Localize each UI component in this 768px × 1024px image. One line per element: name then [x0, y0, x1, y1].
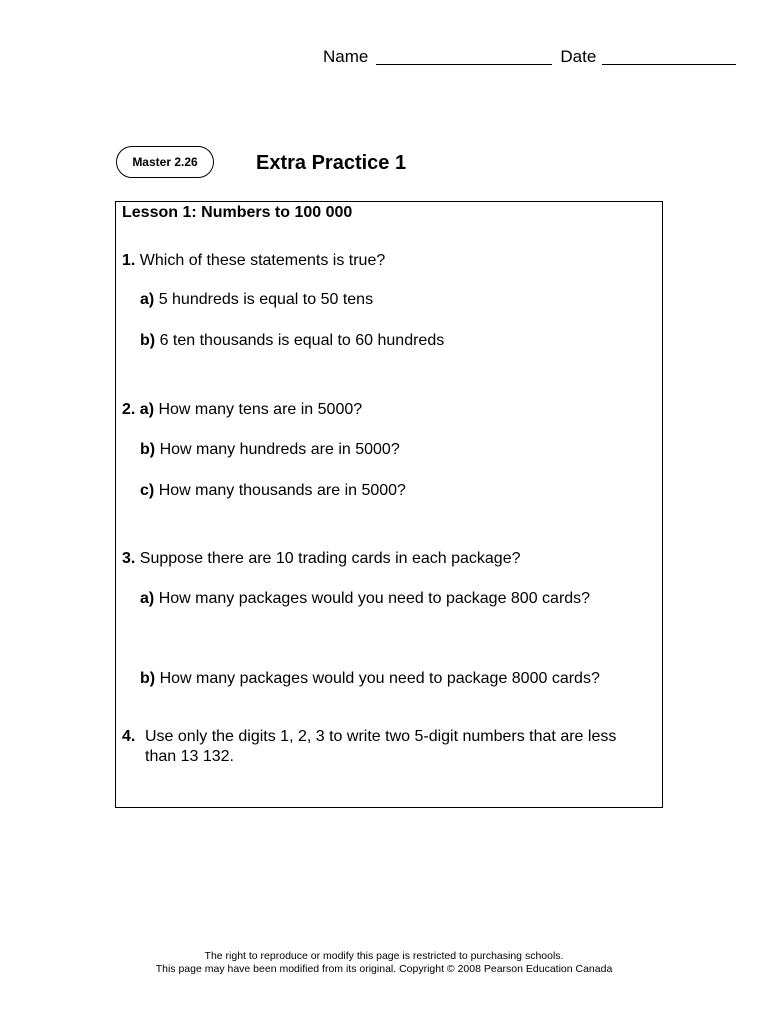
part-label: a) — [140, 291, 155, 308]
footer-line-2: This page may have been modified from its original. Copyright © 2008 Pearson Education Canada — [155, 963, 613, 975]
part-text: How many thousands are in 5000? — [158, 482, 406, 499]
part-text: How many tens are in 5000? — [158, 401, 363, 418]
part-text: 5 hundreds is equal to 50 tens — [158, 291, 374, 308]
part-text: How many packages would you need to package 8000 cards? — [159, 670, 600, 687]
part-label: b) — [140, 670, 156, 687]
question-1b — [140, 331, 444, 351]
footer-line-1: The right to reproduce or modify this page is restricted to purchasing schools. — [204, 950, 564, 962]
question-1 — [122, 251, 385, 271]
question-4-text: Use only the digits 1, 2, 3 to write two 5-digit numbers that are less than 13 132. — [145, 728, 617, 765]
question-2c — [140, 481, 406, 501]
part-label: a) — [140, 590, 155, 607]
part-text: How many packages would you need to package 800 cards? — [158, 590, 591, 607]
master-badge: Master 2.26 — [116, 146, 214, 178]
question-3 — [122, 549, 521, 569]
question-4-number: 4. — [122, 728, 136, 745]
page-title: Extra Practice 1 — [256, 152, 407, 174]
part-label: b) — [140, 332, 156, 349]
date-label: Date — [560, 47, 597, 66]
question-number: 2. a) — [122, 401, 155, 418]
question-number: 3. — [122, 550, 136, 567]
copyright-footer — [0, 950, 768, 976]
question-text: Which of these statements is true? — [139, 252, 386, 269]
name-date-header — [323, 46, 736, 67]
name-blank[interactable] — [376, 46, 552, 65]
part-label: c) — [140, 482, 155, 499]
exercise-box — [115, 201, 663, 808]
part-label: b) — [140, 441, 156, 458]
name-label: Name — [323, 47, 369, 66]
question-1a — [140, 290, 373, 310]
part-text: How many hundreds are in 5000? — [159, 441, 400, 458]
question-number: 1. — [122, 252, 136, 269]
question-3a — [140, 589, 590, 609]
question-2a — [122, 400, 362, 420]
question-3b — [140, 669, 600, 689]
question-text: Suppose there are 10 trading cards in each package? — [139, 550, 521, 567]
date-blank[interactable] — [602, 46, 736, 65]
lesson-heading: Lesson 1: Numbers to 100 000 — [122, 204, 353, 221]
question-2b — [140, 440, 400, 460]
part-text: 6 ten thousands is equal to 60 hundreds — [159, 332, 445, 349]
